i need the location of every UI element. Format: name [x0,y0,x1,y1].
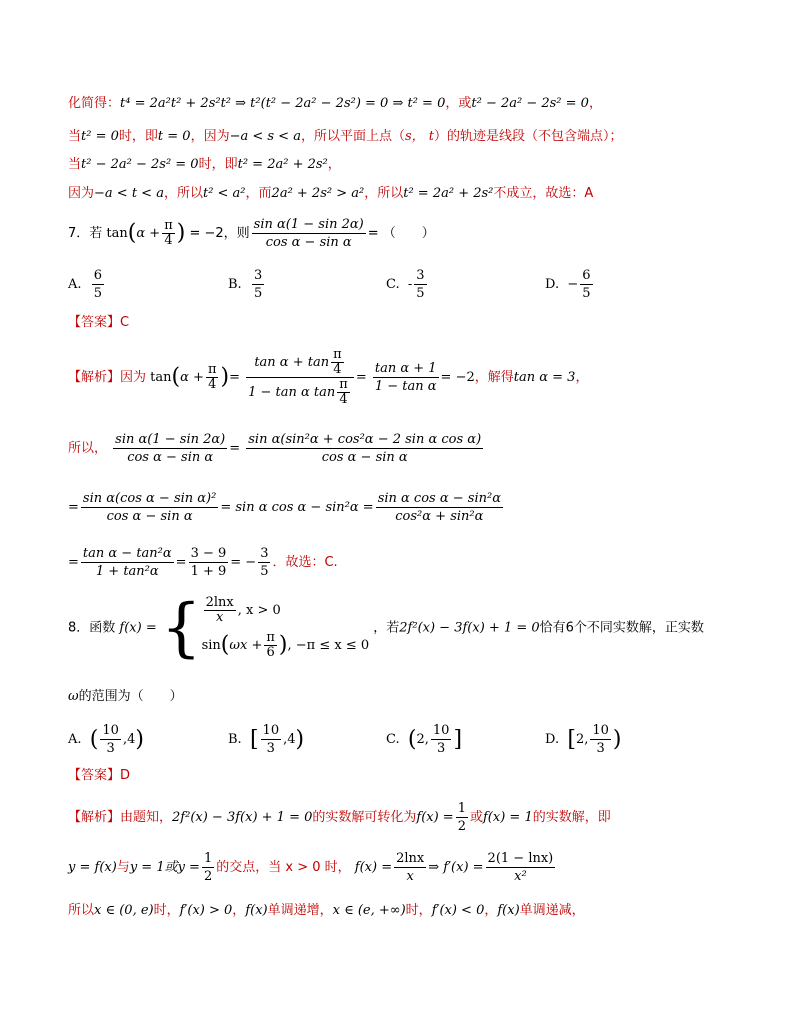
math: t² = 2a² + 2s² [403,186,494,201]
fraction: $\frac{\pi}{4}$ [164,218,173,248]
math: = −2 [440,370,475,385]
text: 因为 [120,370,147,385]
text: 化简得： [68,96,121,111]
q7-solution-line-1: 【解析】因为 tan(α + $\frac{\pi}{4}$ )= tan α + tan $\frac{\pi}{4}$ 1 − tan α tan $\frac{\pi}{4}$ = $\frac{\text{tan α + 1}}{\text{1 − tan α}}$ = −2，解得tan α = 3， [68,347,589,407]
text: ，而 [245,186,272,201]
solution-line-2 [68,129,623,145]
q7-solution-line-2: 所以， $\frac{\text{sin α(1 − sin 2α)}}{\text{cos α − sin α}}$ = $\frac{\text{sin α(sin²α + cos²α − 2 sin α cos α)}}{\text{cos α − sin α}}$ [68,432,482,465]
q7-solution-line-4: = $\frac{\text{tan α − tan²α}}{\text{1 + tan²α}}$ = $\frac{3 - 9}{1 + 9}$ = − $\frac{3}{5}$ ．故选：C. [68,546,338,579]
math: t = 0 [157,129,191,144]
q8-solution-line-3: 所以x ∈ (0, e)时，f′(x) > 0，f(x)单调递增，x ∈ (e, +∞)时，f′(x) < 0，f(x)单调递减， [68,903,585,918]
math: t² − 2a² − 2s² = 0 [81,157,199,172]
math: tan α = 3 [513,370,576,385]
text: 当 [68,157,82,172]
text: ， [575,370,589,385]
math: 2a² + 2s² > a² [271,186,365,201]
solution-line-1 [68,96,602,112]
q8-option-b[interactable]: B. [ $\frac{10}{3}$ ,4) [228,723,305,756]
text: ，所以平面上点（ [300,129,405,144]
math: −a < t < a [94,186,164,201]
text: ， [327,157,341,172]
text: ，或 [445,96,472,111]
text: 因为 [68,186,95,201]
text: ， [588,96,602,111]
text: ）的轨迹是线段（不包含端点）； [434,129,623,144]
math: t⁴ = 2a²t² + 2s²t² ⇒ t²(t² − 2a² − 2s²) = 0 ⇒ t² = 0 [120,96,446,111]
text: = −2，则 [189,226,250,241]
math: t² < a² [202,186,246,201]
q8-option-a[interactable]: A. ( $\frac{10}{3}$ ,4) [68,723,144,756]
text: ，所以 [163,186,203,201]
math: t² − 2a² − 2s² = 0 [471,96,589,111]
q8-answer: 【答案】D [68,768,131,783]
alpha: α + [136,226,161,241]
math: 2f²(x) − 3f(x) + 1 = 0 [399,620,540,636]
math: t² = 0 [81,129,119,144]
question-number: 8．函数 [68,620,116,636]
math: f(x) = [119,620,157,636]
text: 所以， [68,441,108,456]
text: ，所以 [364,186,404,201]
text: ，因为 [190,129,230,144]
q8-solution-line-2: y = f(x)与y = 1或y = $\frac{1}{2}$ 的交点，当 x > 0 时， f(x) = $\frac{2\ln x}{x}$ ⇒ f′(x) = $\frac{2(1 - \ln x)}{\text{x²}}$ [68,851,554,884]
question-8-stem-line-2: ω的范围为（ ） [68,689,183,704]
q7-solution-line-3: = $\frac{\text{sin α(cos α − sin α)²}}{\text{cos α − sin α}}$ = sin α cos α − sin²α = $\frac{\text{sin α cos α − sin²α}}{\text{cos²α + sin²α}}$ [68,491,501,524]
text: = （ ） [367,226,435,241]
solution-line-4 [68,186,593,202]
text: ，若 [373,620,400,636]
fraction: tan α + tan $\frac{\pi}{4}$ 1 − tan α tan $\frac{\pi}{4}$ [246,348,354,407]
alpha: α + [180,370,204,385]
text: 时，即 [198,157,238,172]
text: s， t [404,129,435,144]
text: 不成立，故选：A [493,186,594,201]
q7-option-d[interactable]: D. − $\frac{6}{5}$ [545,268,591,301]
question-8-stem: 8．函数 f(x) = { $\frac{2\ln x}{x}$ , x > 0 sin(ωx + $\frac{\pi}{6}$ ), −π ≤ x ≤ 0 ，若2f²(x) − 3f(x) + 1 = 0恰有6个不同实数解，正实数 [68,591,704,665]
question-7-stem: 7．若 tan(α + $\frac{\pi}{4}$ ) = −2，则 $\frac{\text{sin α(1 − sin 2α)}}{\text{cos α − sin α}}$ = （ ） [68,217,435,250]
piecewise: $\frac{2\ln x}{x}$ , x > 0 sin(ωx + $\frac{\pi}{6}$ ), −π ≤ x ≤ 0 [201,595,370,660]
math: t² = 2a² + 2s² [237,157,328,172]
q7-option-a[interactable]: A. $\frac{6}{5}$ [68,268,103,301]
solution-line-3 [68,157,341,173]
tan: tan [106,226,128,241]
q7-option-c[interactable]: C. - $\frac{3}{5}$ [386,268,425,301]
q7-answer: 【答案】C [68,315,130,330]
solution-tag: 【解析】 [68,370,121,385]
q7-option-b[interactable]: B. $\frac{3}{5}$ [228,268,263,301]
q8-solution-line-1: 【解析】由题知，2f²(x) − 3f(x) + 1 = 0的实数解可转化为f(x) = $\frac{1}{2}$ 或f(x) = 1的实数解，即 [68,801,611,834]
math: −a < s < a [229,129,301,144]
fraction: $\frac{\text{tan α + 1}}{\text{1 − tan α}}$ [374,361,437,394]
text: 当 [68,129,82,144]
text: ，解得 [474,370,514,385]
q8-option-d[interactable]: D. [2, $\frac{10}{3}$ ) [545,723,622,756]
q8-option-c[interactable]: C. (2, $\frac{10}{3}$ ] [386,723,463,756]
fraction: $\frac{\text{sin α(1 − sin 2α)}}{\text{cos α − sin α}}$ [253,217,364,250]
question-number: 7．若 [68,226,103,241]
text: 恰有6个不同实数解，正实数 [539,620,704,636]
tan: tan [150,370,172,385]
text: 时，即 [118,129,158,144]
